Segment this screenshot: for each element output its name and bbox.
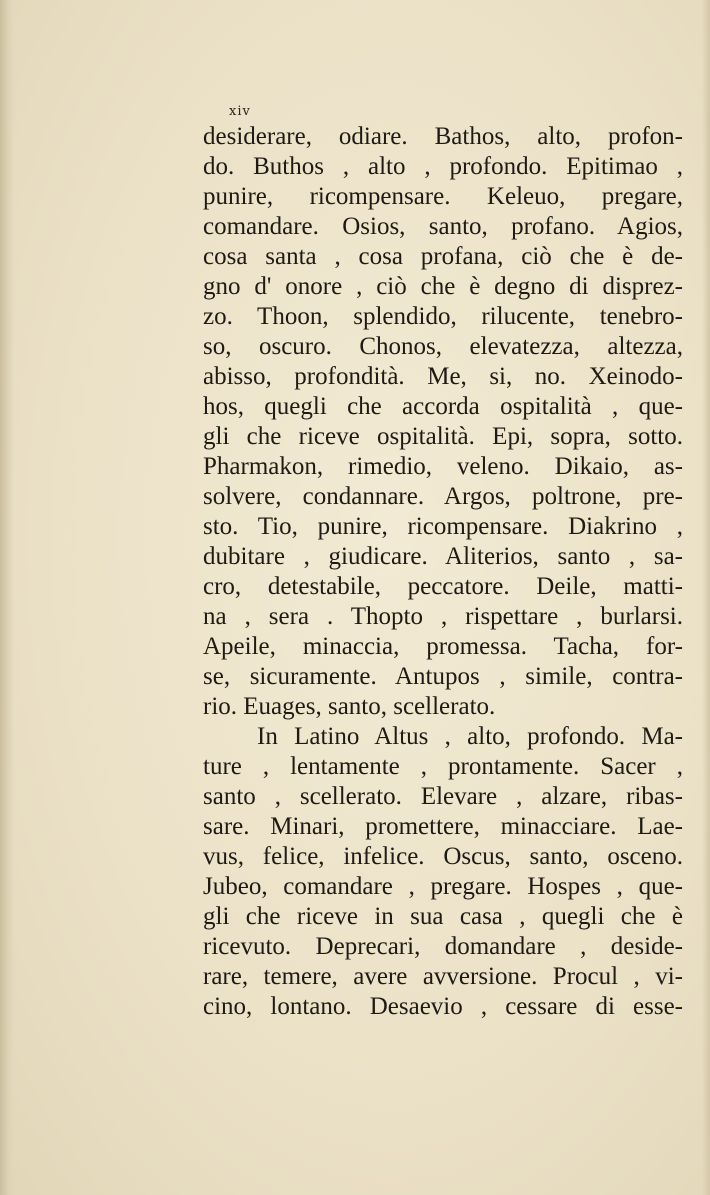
text-line-8: so, oscuro. Chonos, elevatezza, altezza, [203,333,683,360]
page-edge-shadow [702,0,710,1195]
text-line-25: vus, felice, infelice. Oscus, santo, osceno. [203,843,683,870]
text-line-15: dubitare , giudicare. Aliterios, santo , sa- [203,543,683,570]
text-line-17: na , sera . Thopto , rispettare , burlarsi. [203,603,683,630]
text-line-9: abisso, profondità. Me, si, no. Xeinodo- [203,363,683,390]
text-line-20: rio. Euages, santo, scellerato. [203,693,496,720]
text-line-16: cro, detestabile, peccatore. Deile, matti- [203,573,683,600]
text-line-5: cosa santa , cosa profana, ciò che è de- [203,243,683,270]
text-line-27: gli che riceve in sua casa , quegli che è [203,903,683,930]
text-line-11: gli che riceve ospitalità. Epi, sopra, sotto. [203,423,683,450]
text-line-26: Jubeo, comandare , pregare. Hospes , que- [203,873,683,900]
text-line-22: ture , lentamente , prontamente. Sacer , [203,753,683,780]
text-line-28: ricevuto. Deprecari, domandare , deside- [203,933,683,960]
text-line-18: Apeile, minaccia, promessa. Tacha, for- [203,633,683,660]
text-line-24: sare. Minari, promettere, minacciare. Lae- [203,813,683,840]
text-line-30: cino, lontano. Desaevio , cessare di esse- [203,993,683,1020]
text-line-14: sto. Tio, punire, ricompensare. Diakrino , [203,513,683,540]
body-text [203,122,683,1022]
text-line-12: Pharmakon, rimedio, veleno. Dikaio, as- [203,453,683,480]
text-line-19: se, sicuramente. Antupos , simile, contra- [203,663,683,690]
page-number: xiv [229,104,251,119]
page-gutter-shadow [0,0,14,1195]
text-line-10: hos, quegli che accorda ospitalità , que- [203,393,683,420]
text-line-13: solvere, condannare. Argos, poltrone, pre- [203,483,683,510]
text-line-1: desiderare, odiare. Bathos, alto, profon- [203,123,683,150]
text-line-29: rare, temere, avere avversione. Procul , vi- [203,963,683,990]
text-line-3: punire, ricompensare. Keleuo, pregare, [203,183,683,210]
text-line-21: In Latino Altus , alto, profondo. Ma- [257,723,683,750]
text-line-23: santo , scellerato. Elevare , alzare, ribas- [203,783,683,810]
text-line-7: zo. Thoon, splendido, rilucente, tenebro- [203,303,683,330]
text-line-6: gno d' onore , ciò che è degno di disprez- [203,273,683,300]
text-line-2: do. Buthos , alto , profondo. Epitimao , [203,153,683,180]
text-line-4: comandare. Osios, santo, profano. Agios, [203,213,683,240]
